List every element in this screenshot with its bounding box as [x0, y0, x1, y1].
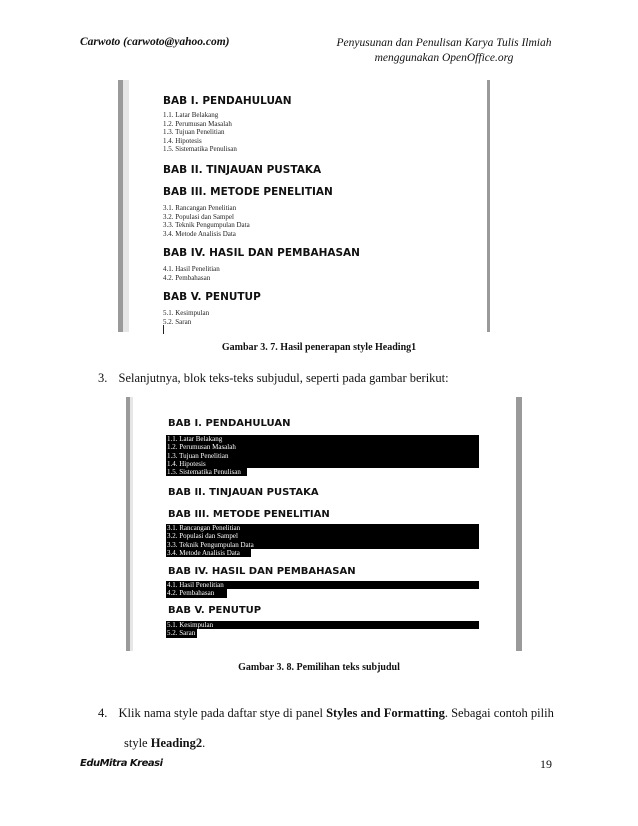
fig1-sub-1-5: 1.5. Sistematika Penulisan: [163, 145, 237, 153]
fig2-sub-1-4-selected[interactable]: 1.4. Hipotesis: [166, 460, 479, 468]
step-3-number: 3.: [98, 371, 108, 385]
fig2-sub-3-3-selected[interactable]: 3.3. Teknik Pengumpulan Data: [166, 541, 479, 549]
fig1-sub-3-1: 3.1. Rancangan Penelitian: [163, 204, 237, 212]
fig1-chapter-4: BAB IV. HASIL DAN PEMBAHASAN: [163, 247, 360, 259]
figure-1-caption: Gambar 3. 7. Hasil penerapan style Heading1: [221, 342, 417, 353]
fig2-sub-3-2-selected[interactable]: 3.2. Populasi dan Sampel: [166, 532, 479, 540]
step-3: [98, 371, 449, 386]
header-author: Carwoto (carwoto@yahoo.com): [80, 36, 230, 48]
fig2-sub-1-3-selected[interactable]: 1.3. Tujuan Penelitian: [166, 452, 479, 460]
step-4-text-f: .: [202, 736, 206, 750]
figure-2-screenshot: [126, 397, 522, 651]
fig1-sub-5-2: 5.2. Saran: [163, 317, 192, 326]
fig1-sub-4-2: 4.2. Pembahasan: [163, 273, 211, 282]
fig2-chapter-5: BAB V. PENUTUP: [168, 605, 262, 616]
figure-1-screenshot: [118, 80, 490, 332]
fig1-sub-1-3: 1.3. Tujuan Penelitian: [163, 128, 225, 136]
fig2-chapter-4: BAB IV. HASIL DAN PEMBAHASAN: [168, 566, 356, 577]
figure-1-margin: [123, 80, 129, 332]
step-4-text-d: style: [124, 736, 151, 750]
text-cursor: [163, 325, 164, 334]
fig1-sub-1-2: 1.2. Perumusan Masalah: [163, 119, 232, 128]
fig2-sub-5-1-selected[interactable]: 5.1. Kesimpulan: [166, 621, 479, 629]
step-4-line-1: [98, 706, 554, 721]
fig1-chapter-1: BAB I. PENDAHULUAN: [163, 95, 292, 107]
fig1-chapter-5: BAB V. PENUTUP: [163, 291, 261, 303]
step-4-text-a: Klik nama style pada daftar stye di panel: [118, 706, 327, 720]
fig2-sub-3-1-selected[interactable]: 3.1. Rancangan Penelitian: [166, 524, 479, 532]
fig2-sub-5-2-selected[interactable]: 5.2. Saran: [167, 629, 196, 638]
fig1-sub-4-1: 4.1. Hasil Penelitian: [163, 265, 220, 273]
fig1-sub-3-3: 3.3. Teknik Pengumpulan Data: [163, 221, 250, 229]
figure-1-right-border: [487, 80, 490, 332]
header-title: [330, 36, 558, 66]
step-4-number: 4.: [98, 706, 108, 720]
step-4-text-b: Styles and Formatting: [326, 706, 445, 720]
fig2-sub-1-1-selected[interactable]: 1.1. Latar Belakang: [166, 435, 479, 443]
fig1-sub-3-2: 3.2. Populasi dan Sampel: [163, 212, 234, 221]
step-4-text-c: . Sebagai contoh pilih: [444, 706, 554, 720]
figure-2-margin: [130, 397, 133, 651]
step-4-line-2: [124, 736, 205, 751]
fig1-sub-3-4: 3.4. Metode Analisis Data: [163, 229, 236, 238]
fig2-sub-1-2-selected[interactable]: 1.2. Perumusan Masalah: [166, 443, 479, 451]
fig1-chapter-3: BAB III. METODE PENELITIAN: [163, 186, 333, 198]
fig1-sub-5-1: 5.1. Kesimpulan: [163, 309, 210, 317]
figure-2-right-border: [516, 397, 522, 651]
fig2-sub-4-2-selected[interactable]: 4.2. Pembahasan: [166, 589, 227, 597]
step-4-text-e: Heading2: [150, 736, 203, 750]
header-title-line2: menggunakan OpenOffice.org: [374, 52, 514, 64]
step-3-text: Selanjutnya, blok teks-teks subjudul, seperti pada gambar berikut:: [118, 371, 449, 385]
fig1-sub-1-4: 1.4. Hipotesis: [163, 136, 202, 145]
footer-publisher: EduMitra Kreasi: [80, 758, 163, 769]
fig2-chapter-2: BAB II. TINJAUAN PUSTAKA: [168, 487, 319, 498]
fig1-sub-1-1: 1.1. Latar Belakang: [163, 111, 219, 119]
figure-2-caption: Gambar 3. 8. Pemilihan teks subjudul: [238, 662, 400, 673]
header-title-line1: Penyusunan dan Penulisan Karya Tulis Ilmiah: [336, 37, 552, 49]
fig2-chapter-1: BAB I. PENDAHULUAN: [168, 418, 291, 429]
fig1-chapter-2: BAB II. TINJAUAN PUSTAKA: [163, 164, 322, 176]
page-number: 19: [540, 757, 552, 771]
fig2-sub-4-1-selected[interactable]: 4.1. Hasil Penelitian: [166, 581, 479, 589]
fig2-sub-3-4-selected[interactable]: 3.4. Metode Analisis Data: [166, 549, 251, 557]
fig2-chapter-3: BAB III. METODE PENELITIAN: [168, 509, 330, 520]
fig2-sub-1-5-selected[interactable]: 1.5. Sistematika Penulisan: [166, 468, 247, 476]
